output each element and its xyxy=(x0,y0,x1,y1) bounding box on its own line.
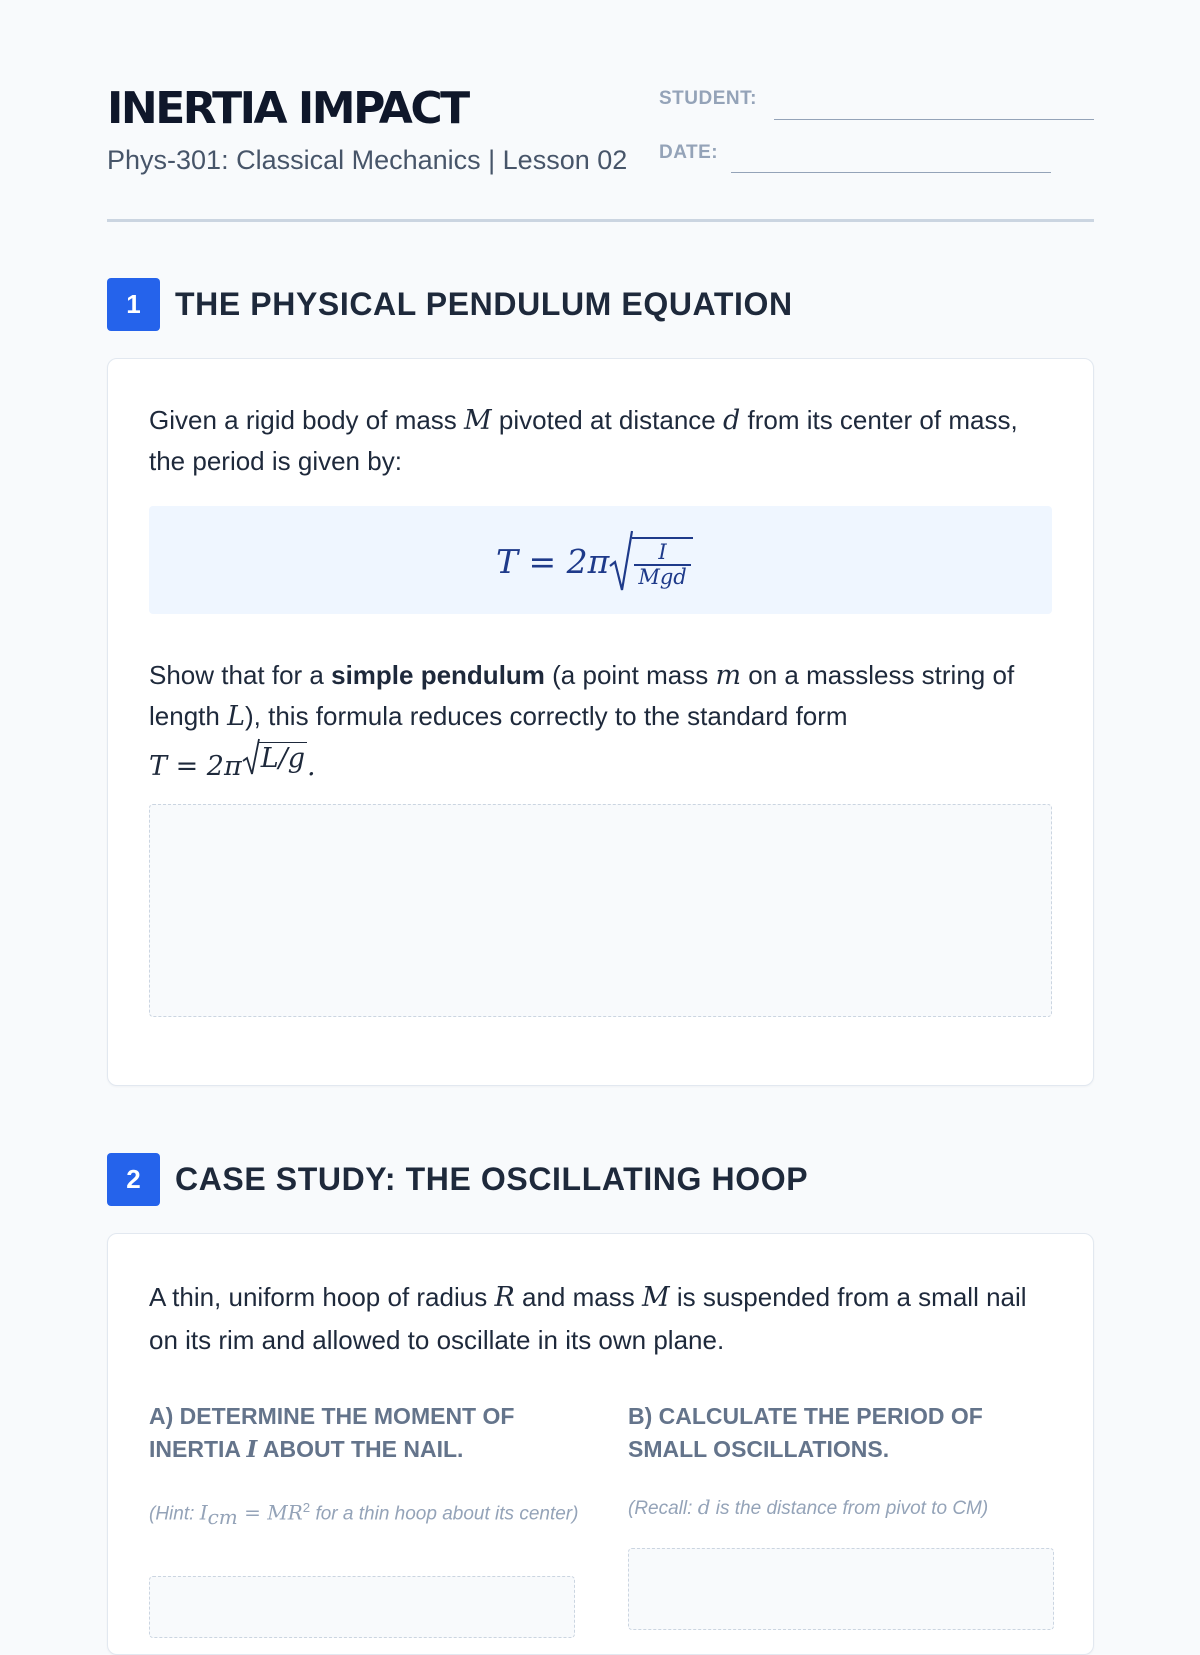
simple-pendulum-formula: L/g xyxy=(242,737,307,775)
section-1-intro: Given a rigid body of mass M pivoted at distance d from its center of mass, the period is given by: xyxy=(149,405,1018,476)
worksheet-title: INERTIA IMPACT xyxy=(107,83,468,134)
section-1-title: THE PHYSICAL PENDULUM EQUATION xyxy=(175,285,793,322)
radical-sign-icon xyxy=(242,737,260,775)
section-1-prompt: Show that for a simple pendulum (a point mass m on a massless string of length L), this formula reduces correctly to the standard form T = 2π L/g . xyxy=(149,660,1015,782)
student-label: STUDENT: xyxy=(659,88,757,109)
radical-sign-icon xyxy=(609,530,633,592)
part-b-answer-area[interactable] xyxy=(628,1548,1054,1630)
section-1-number-badge: 1 xyxy=(107,278,160,331)
part-a-hint: (Hint: $I_{cm} = MR^2$ for a thin hoop about its center) xyxy=(149,1500,579,1530)
section-2-number-badge: 2 xyxy=(107,1153,160,1206)
course-subtitle: Phys-301: Classical Mechanics | Lesson 02 xyxy=(107,145,628,175)
square-root: $\frac{I}{\text{Mgd}}$ xyxy=(609,530,692,592)
date-label: DATE: xyxy=(659,142,719,163)
header-divider xyxy=(107,219,1094,222)
section-2-heading xyxy=(107,1152,808,1206)
section-1-heading xyxy=(107,277,793,331)
part-b-heading: B) CALCULATE THE PERIOD OF SMALL OSCILLATIONS. xyxy=(628,1403,983,1462)
section-2-title: CASE STUDY: THE OSCILLATING HOOP xyxy=(175,1160,809,1197)
part-a-heading: A) DETERMINE THE MOMENT OF INERTIA I ABOUT THE NAIL. xyxy=(149,1403,515,1463)
section-1-answer-area[interactable] xyxy=(149,804,1052,1017)
part-b-hint: (Recall: d is the distance from pivot to CM) xyxy=(628,1495,989,1519)
date-field[interactable] xyxy=(731,172,1051,173)
part-a-answer-area[interactable] xyxy=(149,1576,575,1638)
physical-pendulum-formula: T = 2π $\frac{I}{\text{Mgd}}$ xyxy=(496,526,693,596)
student-name-field[interactable] xyxy=(774,119,1094,120)
section-2-intro: A thin, uniform hoop of radius R and mass M is suspended from a small nail on its rim and allowed to oscillate in its own plane. xyxy=(149,1282,1027,1355)
